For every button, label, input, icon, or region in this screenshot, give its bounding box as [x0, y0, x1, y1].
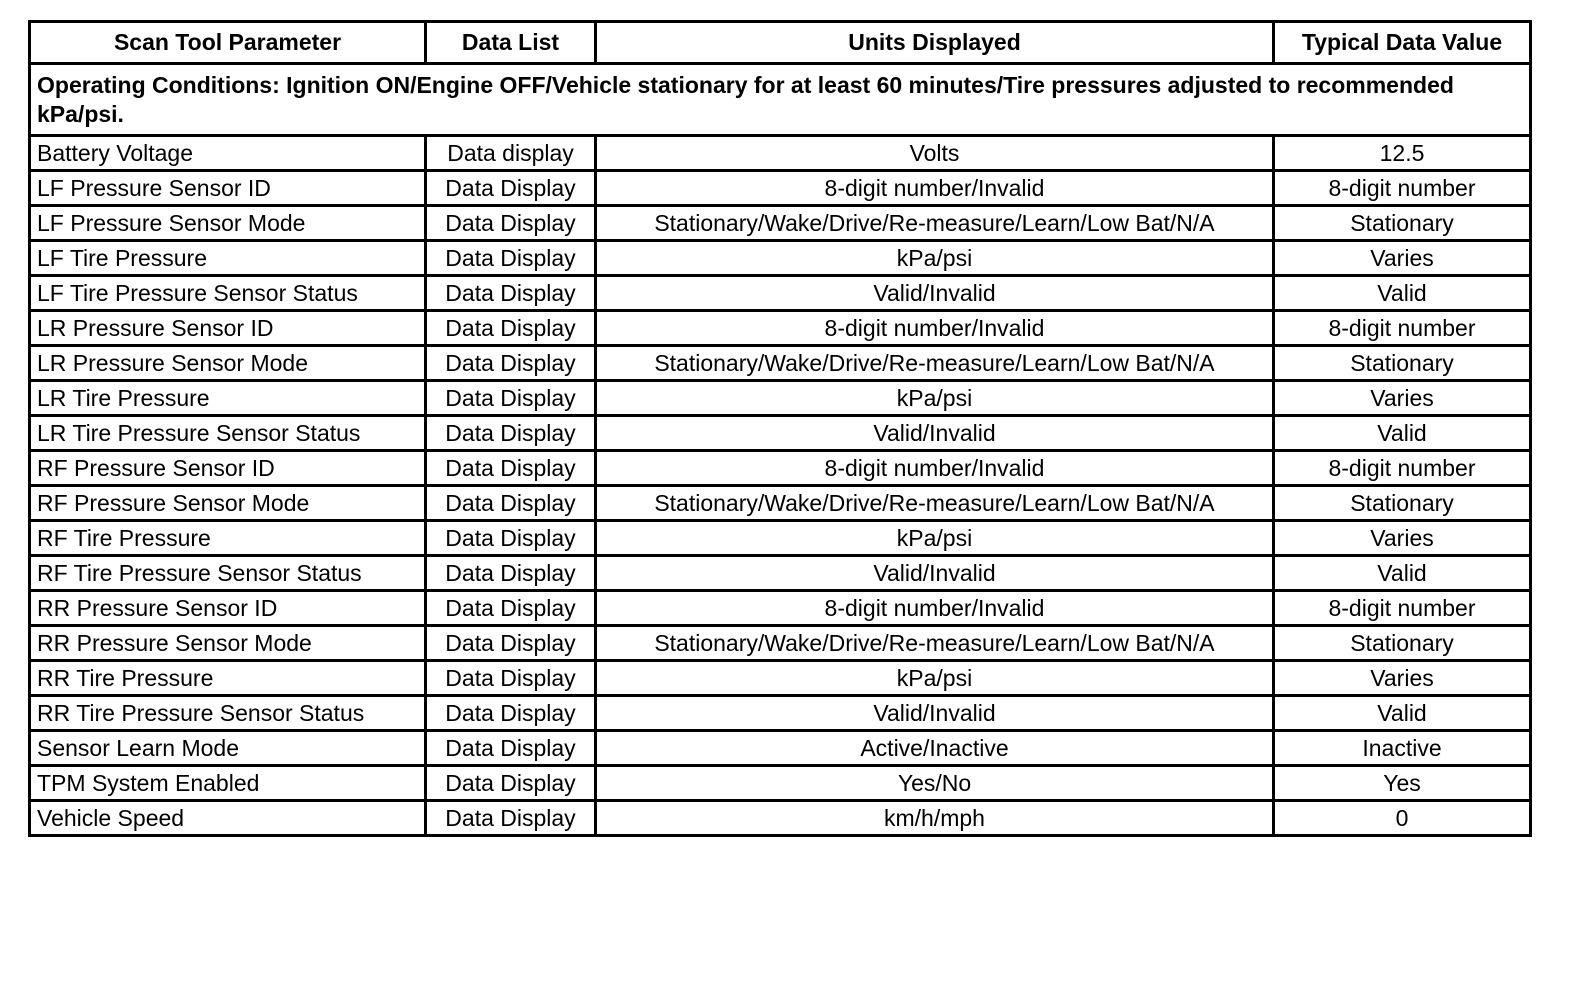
cell-data-list: Data Display	[426, 591, 596, 626]
cell-units-displayed: kPa/psi	[596, 521, 1274, 556]
cell-data-list: Data Display	[426, 626, 596, 661]
cell-scan-tool-parameter: RR Pressure Sensor Mode	[30, 626, 426, 661]
cell-typical-data-value: Yes	[1274, 766, 1531, 801]
cell-scan-tool-parameter: Sensor Learn Mode	[30, 731, 426, 766]
cell-typical-data-value: 12.5	[1274, 136, 1531, 171]
cell-units-displayed: kPa/psi	[596, 241, 1274, 276]
cell-data-list: Data Display	[426, 801, 596, 836]
cell-scan-tool-parameter: LR Pressure Sensor ID	[30, 311, 426, 346]
cell-data-list: Data Display	[426, 556, 596, 591]
operating-conditions-text: Operating Conditions: Ignition ON/Engine OFF/Vehicle stationary for at least 60 minutes/Tire pressures adjusted to recommended kPa/psi.	[30, 64, 1531, 136]
cell-units-displayed: Active/Inactive	[596, 731, 1274, 766]
cell-scan-tool-parameter: RR Tire Pressure Sensor Status	[30, 696, 426, 731]
table-row	[30, 311, 1531, 346]
table-row	[30, 416, 1531, 451]
table-row	[30, 626, 1531, 661]
cell-scan-tool-parameter: TPM System Enabled	[30, 766, 426, 801]
table-row	[30, 696, 1531, 731]
cell-units-displayed: Valid/Invalid	[596, 696, 1274, 731]
cell-typical-data-value: 0	[1274, 801, 1531, 836]
cell-units-displayed: kPa/psi	[596, 661, 1274, 696]
table-row	[30, 206, 1531, 241]
cell-scan-tool-parameter: RF Tire Pressure Sensor Status	[30, 556, 426, 591]
cell-scan-tool-parameter: LF Tire Pressure Sensor Status	[30, 276, 426, 311]
cell-typical-data-value: Inactive	[1274, 731, 1531, 766]
table-row	[30, 171, 1531, 206]
cell-scan-tool-parameter: LR Tire Pressure	[30, 381, 426, 416]
cell-scan-tool-parameter: LF Pressure Sensor ID	[30, 171, 426, 206]
cell-typical-data-value: Valid	[1274, 556, 1531, 591]
header-scan-tool-parameter: Scan Tool Parameter	[30, 22, 426, 64]
cell-data-list: Data Display	[426, 416, 596, 451]
cell-units-displayed: 8-digit number/Invalid	[596, 591, 1274, 626]
cell-typical-data-value: Stationary	[1274, 626, 1531, 661]
cell-units-displayed: Valid/Invalid	[596, 416, 1274, 451]
cell-typical-data-value: Valid	[1274, 416, 1531, 451]
table-row	[30, 136, 1531, 171]
table-row	[30, 276, 1531, 311]
cell-data-list: Data Display	[426, 381, 596, 416]
cell-typical-data-value: Stationary	[1274, 346, 1531, 381]
cell-units-displayed: Stationary/Wake/Drive/Re-measure/Learn/Low Bat/N/A	[596, 346, 1274, 381]
cell-typical-data-value: Valid	[1274, 276, 1531, 311]
cell-typical-data-value: Stationary	[1274, 486, 1531, 521]
cell-data-list: Data Display	[426, 276, 596, 311]
cell-units-displayed: km/h/mph	[596, 801, 1274, 836]
cell-data-list: Data Display	[426, 206, 596, 241]
cell-scan-tool-parameter: LF Tire Pressure	[30, 241, 426, 276]
cell-data-list: Data Display	[426, 241, 596, 276]
cell-data-list: Data Display	[426, 451, 596, 486]
operating-conditions-row	[30, 64, 1531, 136]
cell-scan-tool-parameter: RR Tire Pressure	[30, 661, 426, 696]
cell-data-list: Data Display	[426, 521, 596, 556]
table-row	[30, 766, 1531, 801]
cell-typical-data-value: Varies	[1274, 241, 1531, 276]
cell-units-displayed: Valid/Invalid	[596, 276, 1274, 311]
cell-typical-data-value: Varies	[1274, 381, 1531, 416]
cell-typical-data-value: Varies	[1274, 661, 1531, 696]
cell-typical-data-value: Valid	[1274, 696, 1531, 731]
table-row	[30, 521, 1531, 556]
table-header-row	[30, 22, 1531, 64]
table-row	[30, 661, 1531, 696]
table-row	[30, 451, 1531, 486]
cell-scan-tool-parameter: RF Tire Pressure	[30, 521, 426, 556]
table-row	[30, 591, 1531, 626]
table-row	[30, 731, 1531, 766]
cell-units-displayed: Yes/No	[596, 766, 1274, 801]
table-row	[30, 241, 1531, 276]
cell-units-displayed: kPa/psi	[596, 381, 1274, 416]
scan-tool-data-table	[28, 20, 1532, 837]
cell-typical-data-value: Varies	[1274, 521, 1531, 556]
cell-data-list: Data Display	[426, 766, 596, 801]
cell-data-list: Data Display	[426, 346, 596, 381]
header-units-displayed: Units Displayed	[596, 22, 1274, 64]
table-row	[30, 346, 1531, 381]
cell-units-displayed: 8-digit number/Invalid	[596, 451, 1274, 486]
cell-typical-data-value: 8-digit number	[1274, 591, 1531, 626]
cell-scan-tool-parameter: Vehicle Speed	[30, 801, 426, 836]
table-row	[30, 486, 1531, 521]
cell-units-displayed: 8-digit number/Invalid	[596, 171, 1274, 206]
table-row	[30, 556, 1531, 591]
header-data-list: Data List	[426, 22, 596, 64]
cell-units-displayed: Stationary/Wake/Drive/Re-measure/Learn/Low Bat/N/A	[596, 626, 1274, 661]
cell-units-displayed: Valid/Invalid	[596, 556, 1274, 591]
cell-typical-data-value: 8-digit number	[1274, 171, 1531, 206]
cell-data-list: Data Display	[426, 311, 596, 346]
cell-data-list: Data Display	[426, 661, 596, 696]
cell-units-displayed: Volts	[596, 136, 1274, 171]
cell-scan-tool-parameter: LF Pressure Sensor Mode	[30, 206, 426, 241]
scan-tool-data-table-container	[28, 20, 1529, 837]
cell-scan-tool-parameter: RF Pressure Sensor Mode	[30, 486, 426, 521]
cell-typical-data-value: 8-digit number	[1274, 451, 1531, 486]
cell-scan-tool-parameter: RF Pressure Sensor ID	[30, 451, 426, 486]
cell-scan-tool-parameter: Battery Voltage	[30, 136, 426, 171]
cell-units-displayed: 8-digit number/Invalid	[596, 311, 1274, 346]
header-typical-data-value: Typical Data Value	[1274, 22, 1531, 64]
table-row	[30, 381, 1531, 416]
cell-units-displayed: Stationary/Wake/Drive/Re-measure/Learn/Low Bat/N/A	[596, 206, 1274, 241]
cell-scan-tool-parameter: LR Pressure Sensor Mode	[30, 346, 426, 381]
table-row	[30, 801, 1531, 836]
cell-scan-tool-parameter: RR Pressure Sensor ID	[30, 591, 426, 626]
cell-data-list: Data Display	[426, 486, 596, 521]
cell-scan-tool-parameter: LR Tire Pressure Sensor Status	[30, 416, 426, 451]
cell-typical-data-value: Stationary	[1274, 206, 1531, 241]
cell-data-list: Data Display	[426, 731, 596, 766]
cell-data-list: Data Display	[426, 171, 596, 206]
cell-typical-data-value: 8-digit number	[1274, 311, 1531, 346]
cell-units-displayed: Stationary/Wake/Drive/Re-measure/Learn/Low Bat/N/A	[596, 486, 1274, 521]
cell-data-list: Data Display	[426, 696, 596, 731]
cell-data-list: Data display	[426, 136, 596, 171]
